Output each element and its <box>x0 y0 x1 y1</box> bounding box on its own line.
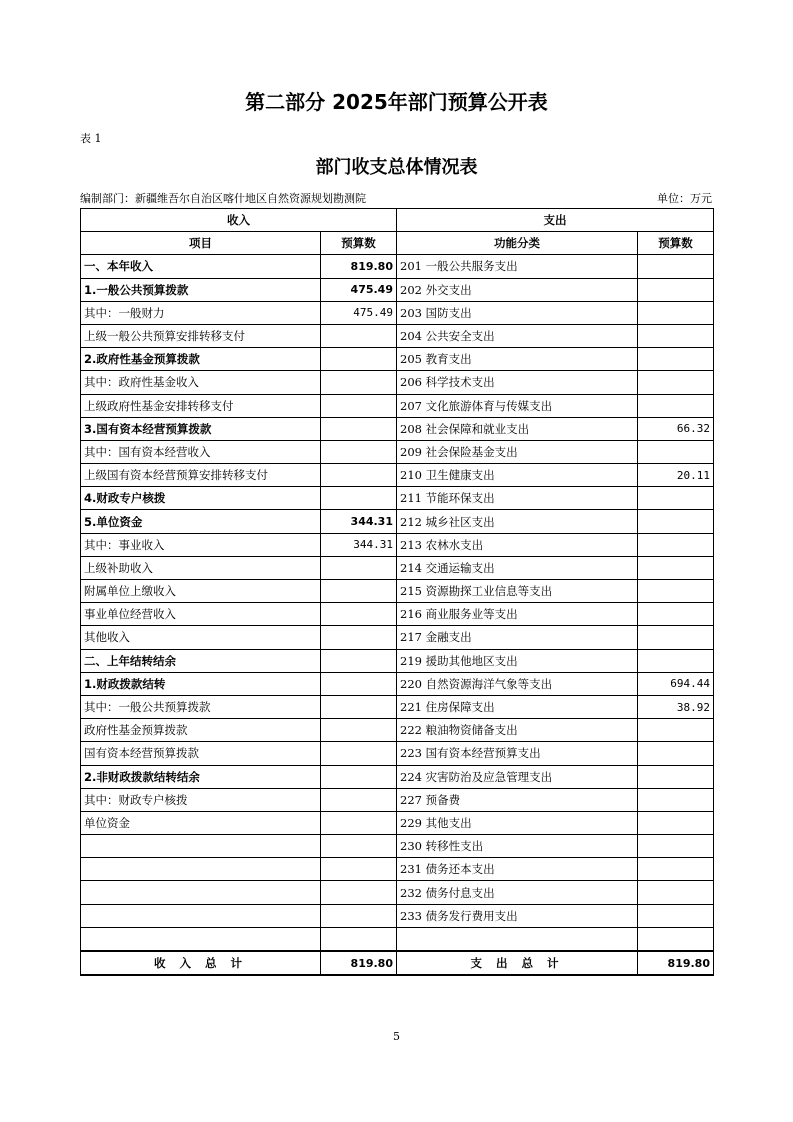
expense-item-cell: 214 交通运输支出 <box>397 556 638 579</box>
expense-item-cell: 206 科学技术支出 <box>397 371 638 394</box>
unit-label: 单位：万元 <box>657 192 712 205</box>
income-item-cell <box>81 904 321 927</box>
department-label: 编制部门：新疆维吾尔自治区喀什地区自然资源规划勘测院 <box>80 192 366 205</box>
income-budget-cell <box>321 742 397 765</box>
expense-budget-cell: 694.44 <box>638 672 714 695</box>
expense-budget-cell <box>638 788 714 811</box>
expense-budget-cell <box>638 278 714 301</box>
expense-budget-cell <box>638 556 714 579</box>
expense-budget-cell <box>638 811 714 834</box>
table-row <box>81 371 714 394</box>
expense-item-cell: 222 粮油物资储备支出 <box>397 719 638 742</box>
income-item-cell: 其中：一般财力 <box>81 301 321 324</box>
expense-budget-cell <box>638 348 714 371</box>
expense-item-cell: 203 国防支出 <box>397 301 638 324</box>
income-budget-cell <box>321 556 397 579</box>
income-item-cell: 上级一般公共预算安排转移支付 <box>81 324 321 347</box>
expense-item-cell: 233 债务发行费用支出 <box>397 904 638 927</box>
table-row <box>81 858 714 881</box>
table-row <box>81 649 714 672</box>
expense-item-cell: 211 节能环保支出 <box>397 487 638 510</box>
table-body <box>81 255 714 951</box>
income-item-cell: 二、上年结转结余 <box>81 649 321 672</box>
page-title: 第二部分 2025年部门预算公开表 <box>245 90 548 114</box>
expense-item-cell: 215 资源勘探工业信息等支出 <box>397 580 638 603</box>
expense-total-value: 819.80 <box>638 951 714 975</box>
expense-total-label: 支 出 总 计 <box>397 951 638 975</box>
table-row <box>81 533 714 556</box>
expense-item-cell: 216 商业服务业等支出 <box>397 603 638 626</box>
income-budget-cell <box>321 440 397 463</box>
income-item-cell: 一、本年收入 <box>81 255 321 278</box>
table-row <box>81 904 714 927</box>
expense-item-cell: 201 一般公共服务支出 <box>397 255 638 278</box>
income-budget-cell: 344.31 <box>321 510 397 533</box>
income-budget-cell <box>321 417 397 440</box>
expense-item-cell: 223 国有资本经营预算支出 <box>397 742 638 765</box>
income-item-cell: 上级补助收入 <box>81 556 321 579</box>
expense-item-cell: 212 城乡社区支出 <box>397 510 638 533</box>
income-item-cell: 3.国有资本经营预算拨款 <box>81 417 321 440</box>
expense-budget-cell <box>638 533 714 556</box>
income-budget-cell <box>321 371 397 394</box>
expense-budget-cell <box>638 765 714 788</box>
expense-budget-column-header: 预算数 <box>638 232 714 255</box>
expense-budget-cell <box>638 255 714 278</box>
header-row-columns <box>81 232 714 255</box>
income-item-cell: 事业单位经营收入 <box>81 603 321 626</box>
expense-budget-cell <box>638 394 714 417</box>
income-item-cell: 5.单位资金 <box>81 510 321 533</box>
table-meta <box>80 190 712 206</box>
income-item-cell <box>81 858 321 881</box>
income-budget-cell <box>321 626 397 649</box>
income-item-cell: 1.财政拨款结转 <box>81 672 321 695</box>
income-item-cell: 其中：一般公共预算拨款 <box>81 695 321 718</box>
header-row-group <box>81 209 714 232</box>
income-budget-cell <box>321 487 397 510</box>
income-budget-cell <box>321 672 397 695</box>
income-item-cell: 其中：政府性基金收入 <box>81 371 321 394</box>
income-budget-cell: 344.31 <box>321 533 397 556</box>
income-budget-cell <box>321 835 397 858</box>
expense-item-cell: 207 文化旅游体育与传媒支出 <box>397 394 638 417</box>
expense-header: 支出 <box>397 209 714 232</box>
table-row <box>81 556 714 579</box>
income-budget-cell <box>321 394 397 417</box>
expense-budget-cell <box>638 904 714 927</box>
income-item-cell <box>81 927 321 951</box>
expense-item-cell: 220 自然资源海洋气象等支出 <box>397 672 638 695</box>
income-item-cell: 1.一般公共预算拨款 <box>81 278 321 301</box>
income-item-cell: 4.财政专户核拨 <box>81 487 321 510</box>
income-total-label: 收 入 总 计 <box>81 951 321 975</box>
income-budget-cell <box>321 464 397 487</box>
expense-budget-cell: 66.32 <box>638 417 714 440</box>
expense-budget-cell <box>638 927 714 951</box>
income-budget-cell <box>321 881 397 904</box>
table-row <box>81 394 714 417</box>
expense-item-cell: 205 教育支出 <box>397 348 638 371</box>
table-row <box>81 742 714 765</box>
income-budget-cell <box>321 719 397 742</box>
expense-item-cell: 221 住房保障支出 <box>397 695 638 718</box>
expense-item-cell: 208 社会保障和就业支出 <box>397 417 638 440</box>
income-budget-cell <box>321 649 397 672</box>
budget-table <box>80 208 714 976</box>
income-item-cell: 上级政府性基金安排转移支付 <box>81 394 321 417</box>
expense-item-cell: 217 金融支出 <box>397 626 638 649</box>
table-row <box>81 695 714 718</box>
expense-budget-cell <box>638 371 714 394</box>
table-row <box>81 510 714 533</box>
expense-item-cell: 219 援助其他地区支出 <box>397 649 638 672</box>
income-item-cell: 附属单位上缴收入 <box>81 580 321 603</box>
income-total-value: 819.80 <box>321 951 397 975</box>
expense-item-cell: 229 其他支出 <box>397 811 638 834</box>
table-row <box>81 626 714 649</box>
expense-budget-cell <box>638 742 714 765</box>
table-row <box>81 603 714 626</box>
income-budget-cell <box>321 580 397 603</box>
table-row <box>81 672 714 695</box>
income-budget-cell <box>321 324 397 347</box>
table-row <box>81 927 714 951</box>
income-budget-column-header: 预算数 <box>321 232 397 255</box>
expense-item-cell: 224 灾害防治及应急管理支出 <box>397 765 638 788</box>
expense-budget-cell <box>638 301 714 324</box>
income-budget-cell <box>321 927 397 951</box>
expense-item-cell: 232 债务付息支出 <box>397 881 638 904</box>
table-row <box>81 788 714 811</box>
expense-item-cell: 230 转移性支出 <box>397 835 638 858</box>
table-row <box>81 440 714 463</box>
expense-budget-cell <box>638 510 714 533</box>
table-row <box>81 719 714 742</box>
table-title: 部门收支总体情况表 <box>315 157 478 178</box>
expense-item-cell: 209 社会保险基金支出 <box>397 440 638 463</box>
expense-budget-cell: 20.11 <box>638 464 714 487</box>
expense-budget-cell <box>638 440 714 463</box>
income-item-cell <box>81 835 321 858</box>
expense-item-cell <box>397 927 638 951</box>
expense-item-cell: 210 卫生健康支出 <box>397 464 638 487</box>
income-header: 收入 <box>81 209 397 232</box>
table-number: 表 1 <box>80 132 102 145</box>
income-budget-cell <box>321 695 397 718</box>
function-column-header: 功能分类 <box>397 232 638 255</box>
income-item-cell: 2.非财政拨款结转结余 <box>81 765 321 788</box>
expense-item-cell: 227 预备费 <box>397 788 638 811</box>
income-budget-cell <box>321 603 397 626</box>
income-budget-cell: 475.49 <box>321 301 397 324</box>
income-item-cell: 其中：事业收入 <box>81 533 321 556</box>
table-row <box>81 301 714 324</box>
item-column-header: 项目 <box>81 232 321 255</box>
expense-budget-cell <box>638 324 714 347</box>
income-budget-cell <box>321 348 397 371</box>
income-item-cell: 国有资本经营预算拨款 <box>81 742 321 765</box>
expense-item-cell: 213 农林水支出 <box>397 533 638 556</box>
expense-item-cell: 202 外交支出 <box>397 278 638 301</box>
income-item-cell: 其中：国有资本经营收入 <box>81 440 321 463</box>
expense-budget-cell <box>638 881 714 904</box>
expense-budget-cell <box>638 835 714 858</box>
income-item-cell: 2.政府性基金预算拨款 <box>81 348 321 371</box>
table-row <box>81 417 714 440</box>
expense-budget-cell <box>638 580 714 603</box>
income-budget-cell <box>321 858 397 881</box>
expense-budget-cell <box>638 487 714 510</box>
table-row <box>81 255 714 278</box>
income-budget-cell <box>321 788 397 811</box>
expense-budget-cell <box>638 626 714 649</box>
page-number: 5 <box>393 1030 400 1043</box>
income-item-cell: 其他收入 <box>81 626 321 649</box>
expense-budget-cell <box>638 603 714 626</box>
income-item-cell: 上级国有资本经营预算安排转移支付 <box>81 464 321 487</box>
table-row <box>81 580 714 603</box>
income-item-cell: 其中：财政专户核拨 <box>81 788 321 811</box>
table-row <box>81 811 714 834</box>
table-row <box>81 324 714 347</box>
expense-budget-cell <box>638 719 714 742</box>
income-item-cell <box>81 881 321 904</box>
income-budget-cell <box>321 811 397 834</box>
expense-budget-cell <box>638 649 714 672</box>
table-row <box>81 348 714 371</box>
table-row <box>81 464 714 487</box>
income-budget-cell <box>321 904 397 927</box>
expense-item-cell: 204 公共安全支出 <box>397 324 638 347</box>
table-row <box>81 835 714 858</box>
total-row <box>81 951 714 975</box>
income-budget-cell <box>321 765 397 788</box>
income-item-cell: 单位资金 <box>81 811 321 834</box>
expense-budget-cell: 38.92 <box>638 695 714 718</box>
income-item-cell: 政府性基金预算拨款 <box>81 719 321 742</box>
table-row <box>81 881 714 904</box>
table-row <box>81 487 714 510</box>
income-budget-cell: 819.80 <box>321 255 397 278</box>
expense-budget-cell <box>638 858 714 881</box>
table-row <box>81 278 714 301</box>
table-row <box>81 765 714 788</box>
income-budget-cell: 475.49 <box>321 278 397 301</box>
expense-item-cell: 231 债务还本支出 <box>397 858 638 881</box>
